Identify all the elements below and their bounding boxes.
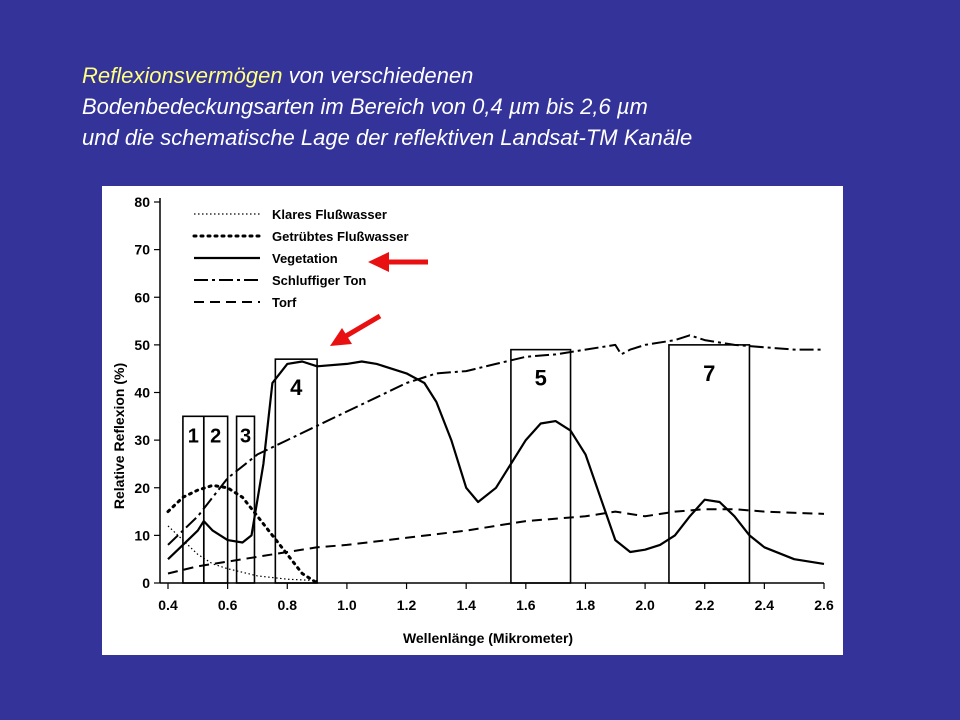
title-line-1 bbox=[82, 60, 942, 91]
title-line-1-rest: von verschiedenen bbox=[282, 63, 474, 88]
band-1-label: 1 bbox=[187, 425, 199, 448]
y-tick-label: 70 bbox=[134, 241, 150, 258]
band-7-label: 7 bbox=[703, 360, 716, 386]
title-highlight: Reflexionsvermögen bbox=[82, 63, 283, 88]
legend-label-schluffiger-ton: Schluffiger Ton bbox=[272, 273, 367, 288]
y-axis-label: Relative Reflexion (%) bbox=[111, 362, 127, 510]
series-lines bbox=[168, 335, 824, 583]
x-tick-label: 2.0 bbox=[635, 597, 655, 613]
legend-label-klares-flu-wasser: Klares Flußwasser bbox=[272, 207, 387, 222]
landsat-bands bbox=[183, 345, 750, 583]
band-2-label: 2 bbox=[210, 425, 222, 448]
legend-label-vegetation: Vegetation bbox=[272, 251, 338, 266]
x-tick-label: 1.8 bbox=[575, 597, 596, 613]
chart-panel bbox=[102, 186, 843, 655]
x-tick-label: 2.6 bbox=[814, 597, 834, 613]
annotation-arrows bbox=[330, 252, 428, 346]
x-tick-label: 1.4 bbox=[456, 597, 476, 613]
y-tick-label: 40 bbox=[134, 384, 150, 401]
x-tick-label: 0.8 bbox=[277, 597, 298, 613]
x-axis-label: Wellenlänge (Mikrometer) bbox=[402, 630, 574, 646]
x-tick-label: 2.2 bbox=[694, 597, 715, 613]
series-klares-flu-wasser bbox=[168, 526, 317, 581]
legend-label-getr-btes-flu-wasser: Getrübtes Flußwasser bbox=[272, 229, 409, 244]
y-tick-label: 30 bbox=[134, 432, 150, 449]
y-tick-label: 80 bbox=[134, 194, 150, 210]
band-4-label: 4 bbox=[290, 375, 303, 401]
y-tick-label: 60 bbox=[134, 289, 150, 306]
series-torf bbox=[168, 509, 824, 573]
x-tick-label: 0.6 bbox=[217, 597, 238, 613]
y-tick-label: 10 bbox=[134, 527, 150, 544]
title-line-2: Bodenbedeckungsarten im Bereich von 0,4 µm bis 2,6 µm bbox=[82, 94, 648, 119]
legend-label-torf: Torf bbox=[272, 295, 297, 310]
y-tick-label: 50 bbox=[134, 336, 150, 353]
y-tick-label: 20 bbox=[134, 479, 150, 496]
y-tick-label: 0 bbox=[142, 575, 150, 591]
band-3-label: 3 bbox=[239, 425, 252, 448]
x-tick-label: 0.4 bbox=[158, 597, 178, 613]
x-tick-label: 1.0 bbox=[337, 597, 357, 613]
title-line-3: und die schematische Lage der reflektiven Landsat-TM Kanäle bbox=[82, 125, 693, 150]
reflectance-chart bbox=[102, 186, 843, 655]
slide-title bbox=[82, 60, 942, 153]
arrow-vegetation-head bbox=[368, 252, 389, 272]
x-tick-label: 1.6 bbox=[516, 597, 536, 613]
x-tick-label: 1.2 bbox=[396, 597, 417, 613]
arrow-band4-shaft bbox=[346, 316, 380, 336]
series-vegetation bbox=[168, 362, 824, 564]
band-5-label: 5 bbox=[534, 365, 547, 391]
x-tick-label: 2.4 bbox=[754, 597, 775, 613]
axes bbox=[134, 194, 834, 613]
